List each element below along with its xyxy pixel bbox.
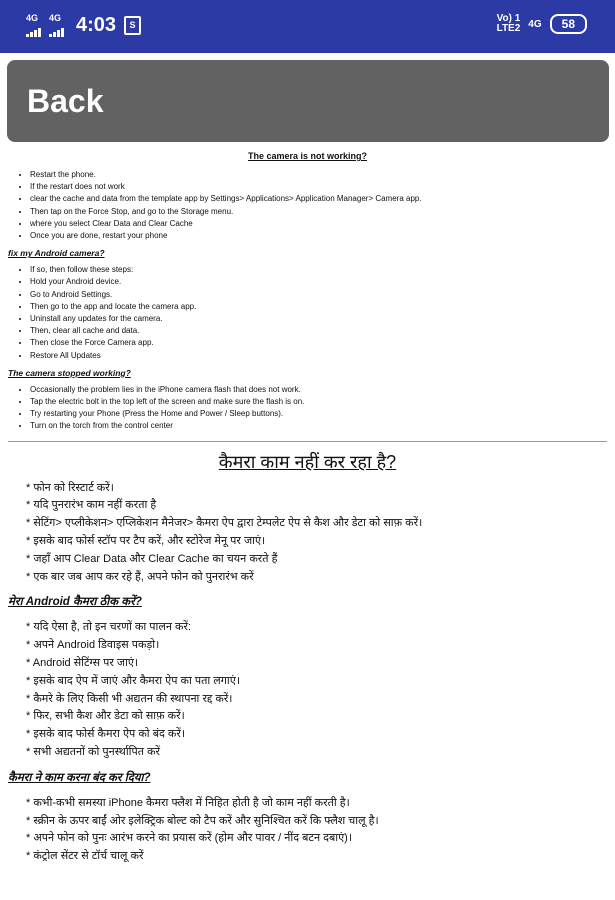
english-list-3 bbox=[8, 384, 607, 433]
list-item: * फिर, सभी कैश और डेटा को साफ़ करें। bbox=[26, 708, 607, 726]
list-item: • where you select Clear Data and Clear Cache bbox=[30, 218, 607, 230]
list-item: • Then close the Force Camera app. bbox=[30, 337, 607, 349]
list-item: • Tap the electric bolt in the top left of the screen and make sure the flash is on. bbox=[30, 396, 607, 408]
signal-sim1-icon bbox=[26, 12, 41, 37]
back-button[interactable] bbox=[7, 60, 609, 142]
list-item: • Occasionally the problem lies in the iPhone camera flash that does not work. bbox=[30, 384, 607, 396]
list-item: * कभी-कभी समस्या iPhone कैमरा फ्लैश में निहित होती है जो काम नहीं करती है। bbox=[26, 795, 607, 813]
volte-top-label: Vo) 1 bbox=[496, 13, 521, 24]
list-item: • clear the cache and data from the template app by Settings> Applications> Application Manager> Camera app. bbox=[30, 193, 607, 205]
list-item: • Then go to the app and locate the camera app. bbox=[30, 301, 607, 313]
list-item: • Restore All Updates bbox=[30, 350, 607, 362]
status-left bbox=[26, 14, 141, 37]
list-item: • Restart the phone. bbox=[30, 169, 607, 181]
clock: 4:03 bbox=[76, 14, 117, 36]
sim1-network-label: 4G bbox=[26, 12, 39, 23]
back-button-label: Back bbox=[27, 82, 104, 119]
hindi-heading-2: मेरा Android कैमरा ठीक करें? bbox=[8, 596, 142, 609]
list-item: * सेटिंग> एप्लीकेशन> एप्लिकेशन मैनेजर> कैमरा ऐप द्वारा टेम्पलेट ऐप से कैश और डेटा को साफ़ करें। bbox=[26, 515, 607, 533]
list-item: * इसके बाद फोर्स कैमरा ऐप को बंद करें। bbox=[26, 726, 607, 744]
list-item: * अपने फोन को पुनः आरंभ करने का प्रयास करें (होम और पावर / नींद बटन दबाएं)। bbox=[26, 830, 607, 848]
signal-sim2-icon bbox=[49, 12, 64, 37]
hindi-heading-3: कैमरा ने काम करना बंद कर दिया? bbox=[8, 771, 151, 784]
list-item: • If the restart does not work bbox=[30, 181, 607, 193]
english-title: The camera is not working? bbox=[247, 151, 368, 161]
status-bar bbox=[0, 0, 615, 53]
list-item: • Try restarting your Phone (Press the Home and Power / Sleep buttons). bbox=[30, 408, 607, 420]
list-item: * जहाँ आप Clear Data और Clear Cache का चयन करते हैं bbox=[26, 551, 607, 569]
volte-bottom-label: LTE2 bbox=[496, 23, 521, 34]
list-item: * इसके बाद फोर्स स्टॉप पर टैप करें, और स्टोरेज मेनू पर जाएं। bbox=[26, 533, 607, 551]
list-item: • Then tap on the Force Stop, and go to the Storage menu. bbox=[30, 206, 607, 218]
article-content bbox=[0, 151, 615, 866]
list-item: * फोन को रिस्टार्ट करें। bbox=[26, 480, 607, 498]
hindi-list-1 bbox=[8, 480, 607, 587]
english-list-1 bbox=[8, 169, 607, 242]
status-right bbox=[497, 14, 587, 34]
hindi-title: कैमरा काम नहीं कर रहा है? bbox=[218, 451, 397, 472]
list-item: * कैमरे के लिए किसी भी अद्यतन की स्थापना रद्द करें। bbox=[26, 691, 607, 709]
list-item: • If so, then follow these steps: bbox=[30, 264, 607, 276]
volte-indicator bbox=[497, 14, 521, 34]
hindi-list-2 bbox=[8, 619, 607, 761]
sim2-network-label: 4G bbox=[49, 12, 62, 23]
list-item: * यदि ऐसा है, तो इन चरणों का पालन करें: bbox=[26, 619, 607, 637]
list-item: * कंट्रोल सेंटर से टॉर्च चालू करें bbox=[26, 848, 607, 866]
list-item: * Android सेटिंग्स पर जाएं। bbox=[26, 655, 607, 673]
list-item: * स्क्रीन के ऊपर बाईं ओर इलेक्ट्रिक बोल्ट को टैप करें और सुनिश्चित करें कि फ्लैश चालू है। bbox=[26, 813, 607, 831]
section-divider bbox=[8, 441, 607, 442]
hindi-list-3 bbox=[8, 795, 607, 866]
list-item: • Hold your Android device. bbox=[30, 276, 607, 288]
sim-card-icon: S bbox=[124, 16, 141, 35]
list-item: * अपने Android डिवाइस पकड़ो। bbox=[26, 637, 607, 655]
english-list-2 bbox=[8, 264, 607, 362]
list-item: * यदि पुनरारंभ काम नहीं करता है bbox=[26, 497, 607, 515]
network-type-label: 4G bbox=[528, 18, 542, 30]
list-item: • Then, clear all cache and data. bbox=[30, 325, 607, 337]
battery-icon: 58 bbox=[550, 14, 587, 34]
list-item: • Once you are done, restart your phone bbox=[30, 230, 607, 242]
list-item: * एक बार जब आप कर रहे हैं, अपने फोन को पुनरारंभ करें bbox=[26, 569, 607, 587]
list-item: • Turn on the torch from the control center bbox=[30, 420, 607, 432]
list-item: • Go to Android Settings. bbox=[30, 289, 607, 301]
list-item: • Uninstall any updates for the camera. bbox=[30, 313, 607, 325]
english-heading-3: The camera stopped working? bbox=[8, 367, 131, 378]
list-item: * सभी अद्यतनों को पुनर्स्थापित करें bbox=[26, 744, 607, 762]
list-item: * इसके बाद ऐप में जाएं और कैमरा ऐप का पता लगाएं। bbox=[26, 673, 607, 691]
english-heading-2: fix my Android camera? bbox=[8, 248, 105, 259]
